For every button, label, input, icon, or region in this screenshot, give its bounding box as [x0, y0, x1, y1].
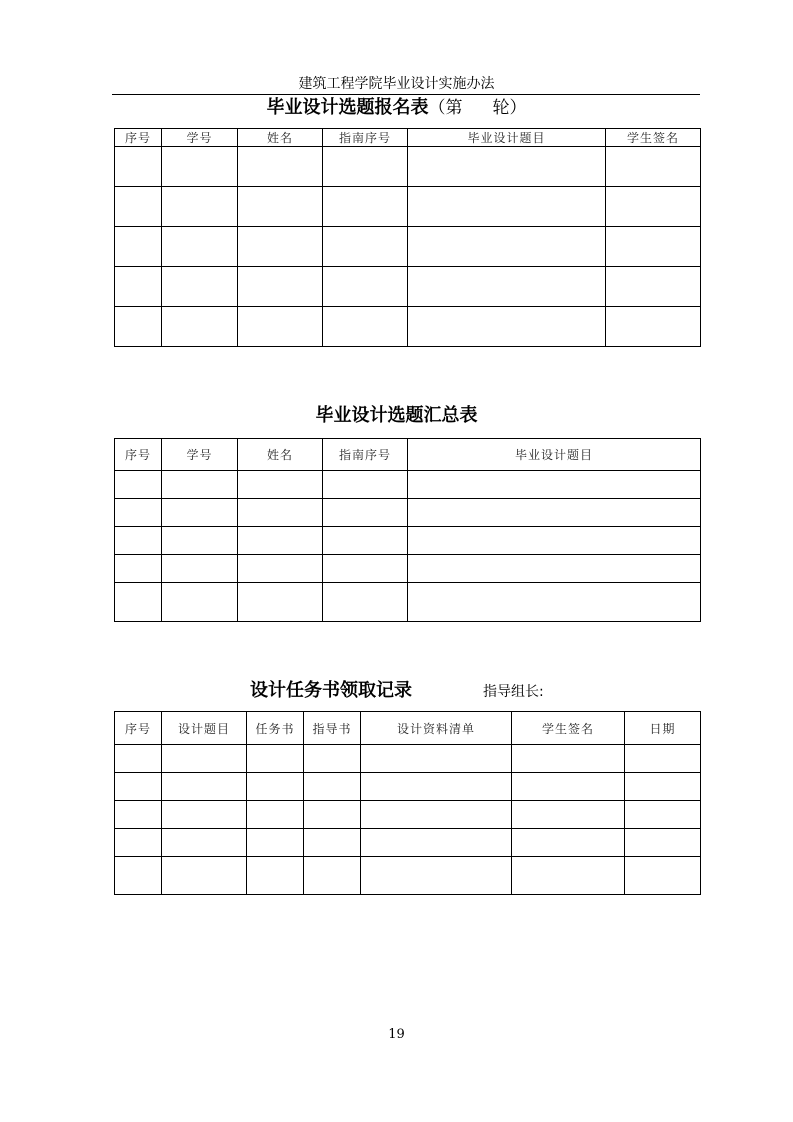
- blank-cell[interactable]: [606, 187, 701, 227]
- column-header: 姓名: [238, 439, 323, 471]
- blank-cell[interactable]: [408, 307, 606, 347]
- blank-cell[interactable]: [162, 227, 238, 267]
- blank-cell[interactable]: [323, 147, 408, 187]
- blank-cell[interactable]: [247, 829, 304, 857]
- table-row: [115, 583, 701, 622]
- table-row: [115, 857, 701, 895]
- column-header: 任务书: [247, 712, 304, 745]
- blank-cell[interactable]: [247, 857, 304, 895]
- blank-cell[interactable]: [247, 773, 304, 801]
- column-header: 指南序号: [323, 129, 408, 147]
- blank-cell[interactable]: [238, 307, 323, 347]
- blank-cell[interactable]: [408, 147, 606, 187]
- table-row: [115, 307, 701, 347]
- blank-cell[interactable]: [408, 471, 701, 499]
- blank-cell[interactable]: [361, 829, 512, 857]
- blank-cell[interactable]: [323, 527, 408, 555]
- registration-title-line: [0, 97, 793, 119]
- blank-cell[interactable]: [323, 307, 408, 347]
- column-header: 学号: [162, 129, 238, 147]
- blank-cell[interactable]: [512, 829, 625, 857]
- blank-cell[interactable]: [408, 267, 606, 307]
- table-row: [115, 829, 701, 857]
- blank-cell[interactable]: [162, 773, 247, 801]
- column-header: 指南序号: [323, 439, 408, 471]
- blank-cell[interactable]: [115, 773, 162, 801]
- table-row: [115, 773, 701, 801]
- blank-cell[interactable]: [238, 499, 323, 527]
- blank-cell[interactable]: [625, 829, 701, 857]
- page-number: 19: [388, 1027, 405, 1042]
- blank-cell[interactable]: [323, 227, 408, 267]
- table-row: [115, 471, 701, 499]
- column-header: 设计资料清单: [361, 712, 512, 745]
- blank-cell[interactable]: [323, 555, 408, 583]
- blank-cell[interactable]: [606, 267, 701, 307]
- blank-cell[interactable]: [115, 307, 162, 347]
- blank-cell[interactable]: [162, 499, 238, 527]
- blank-cell[interactable]: [512, 745, 625, 773]
- table-row: [115, 555, 701, 583]
- blank-cell[interactable]: [115, 829, 162, 857]
- blank-cell[interactable]: [323, 583, 408, 622]
- blank-cell[interactable]: [115, 745, 162, 773]
- table-row: [115, 267, 701, 307]
- blank-cell[interactable]: [323, 499, 408, 527]
- blank-cell[interactable]: [512, 857, 625, 895]
- registration-title: 毕业设计选题报名表: [266, 97, 429, 118]
- blank-cell[interactable]: [304, 745, 361, 773]
- blank-cell[interactable]: [323, 187, 408, 227]
- column-header: 姓名: [238, 129, 323, 147]
- blank-cell[interactable]: [115, 857, 162, 895]
- leader-label: 指导组长:: [483, 684, 544, 700]
- blank-cell[interactable]: [238, 227, 323, 267]
- blank-cell[interactable]: [323, 471, 408, 499]
- column-header: 序号: [115, 439, 162, 471]
- blank-cell[interactable]: [512, 801, 625, 829]
- blank-cell[interactable]: [162, 267, 238, 307]
- blank-cell[interactable]: [162, 527, 238, 555]
- column-header: 学号: [162, 439, 238, 471]
- summary-table: [114, 438, 701, 622]
- blank-cell[interactable]: [408, 499, 701, 527]
- blank-cell[interactable]: [606, 307, 701, 347]
- blank-cell[interactable]: [625, 773, 701, 801]
- registration-table: [114, 128, 701, 347]
- blank-cell[interactable]: [115, 555, 162, 583]
- blank-cell[interactable]: [361, 801, 512, 829]
- blank-cell[interactable]: [162, 147, 238, 187]
- table-row: [115, 187, 701, 227]
- blank-cell[interactable]: [115, 527, 162, 555]
- summary-header-row: [115, 439, 701, 471]
- blank-cell[interactable]: [323, 267, 408, 307]
- registration-round-open: （第: [428, 98, 463, 118]
- table-row: [115, 147, 701, 187]
- blank-cell[interactable]: [247, 745, 304, 773]
- blank-cell[interactable]: [512, 773, 625, 801]
- blank-cell[interactable]: [162, 583, 238, 622]
- table-row: [115, 745, 701, 773]
- blank-cell[interactable]: [115, 147, 162, 187]
- registration-round-close: 轮）: [492, 98, 527, 118]
- column-header: 毕业设计题目: [408, 439, 701, 471]
- leader-name-blank[interactable]: [560, 680, 700, 702]
- registration-header-row: [115, 129, 701, 147]
- blank-cell[interactable]: [162, 745, 247, 773]
- column-header: 日期: [625, 712, 701, 745]
- blank-cell[interactable]: [625, 857, 701, 895]
- table-row: [115, 801, 701, 829]
- blank-cell[interactable]: [361, 745, 512, 773]
- blank-cell[interactable]: [361, 857, 512, 895]
- column-header: 设计题目: [162, 712, 247, 745]
- blank-cell[interactable]: [304, 773, 361, 801]
- running-header: 建筑工程学院毕业设计实施办法: [298, 76, 495, 92]
- blank-cell[interactable]: [238, 187, 323, 227]
- table-row: [115, 499, 701, 527]
- table-row: [115, 527, 701, 555]
- blank-cell[interactable]: [115, 267, 162, 307]
- blank-cell[interactable]: [304, 857, 361, 895]
- blank-cell[interactable]: [238, 583, 323, 622]
- column-header: 序号: [115, 129, 162, 147]
- blank-cell[interactable]: [162, 555, 238, 583]
- blank-cell[interactable]: [115, 499, 162, 527]
- task-title: 设计任务书领取记录: [250, 680, 412, 701]
- blank-cell[interactable]: [304, 829, 361, 857]
- blank-cell[interactable]: [408, 187, 606, 227]
- summary-title: 毕业设计选题汇总表: [315, 405, 478, 426]
- blank-cell[interactable]: [162, 857, 247, 895]
- column-header: 毕业设计题目: [408, 129, 606, 147]
- blank-cell[interactable]: [238, 147, 323, 187]
- blank-cell[interactable]: [625, 801, 701, 829]
- blank-cell[interactable]: [162, 829, 247, 857]
- blank-cell[interactable]: [606, 227, 701, 267]
- blank-cell[interactable]: [115, 187, 162, 227]
- blank-cell[interactable]: [162, 307, 238, 347]
- blank-cell[interactable]: [115, 471, 162, 499]
- blank-cell[interactable]: [162, 471, 238, 499]
- blank-cell[interactable]: [361, 773, 512, 801]
- blank-cell[interactable]: [238, 471, 323, 499]
- header-rule: [112, 94, 700, 95]
- blank-cell[interactable]: [408, 555, 701, 583]
- blank-cell[interactable]: [162, 801, 247, 829]
- task-table: [114, 711, 701, 895]
- blank-cell[interactable]: [238, 527, 323, 555]
- column-header: 学生签名: [512, 712, 625, 745]
- column-header: 学生签名: [606, 129, 701, 147]
- blank-cell[interactable]: [625, 745, 701, 773]
- blank-cell[interactable]: [304, 801, 361, 829]
- blank-cell[interactable]: [115, 227, 162, 267]
- blank-cell[interactable]: [115, 801, 162, 829]
- task-header-row: [115, 712, 701, 745]
- blank-cell[interactable]: [408, 527, 701, 555]
- blank-cell[interactable]: [115, 583, 162, 622]
- blank-cell[interactable]: [162, 187, 238, 227]
- blank-cell[interactable]: [247, 801, 304, 829]
- blank-cell[interactable]: [408, 227, 606, 267]
- blank-cell[interactable]: [606, 147, 701, 187]
- table-row: [115, 227, 701, 267]
- column-header: 序号: [115, 712, 162, 745]
- blank-cell[interactable]: [408, 583, 701, 622]
- column-header: 指导书: [304, 712, 361, 745]
- blank-cell[interactable]: [238, 267, 323, 307]
- blank-cell[interactable]: [238, 555, 323, 583]
